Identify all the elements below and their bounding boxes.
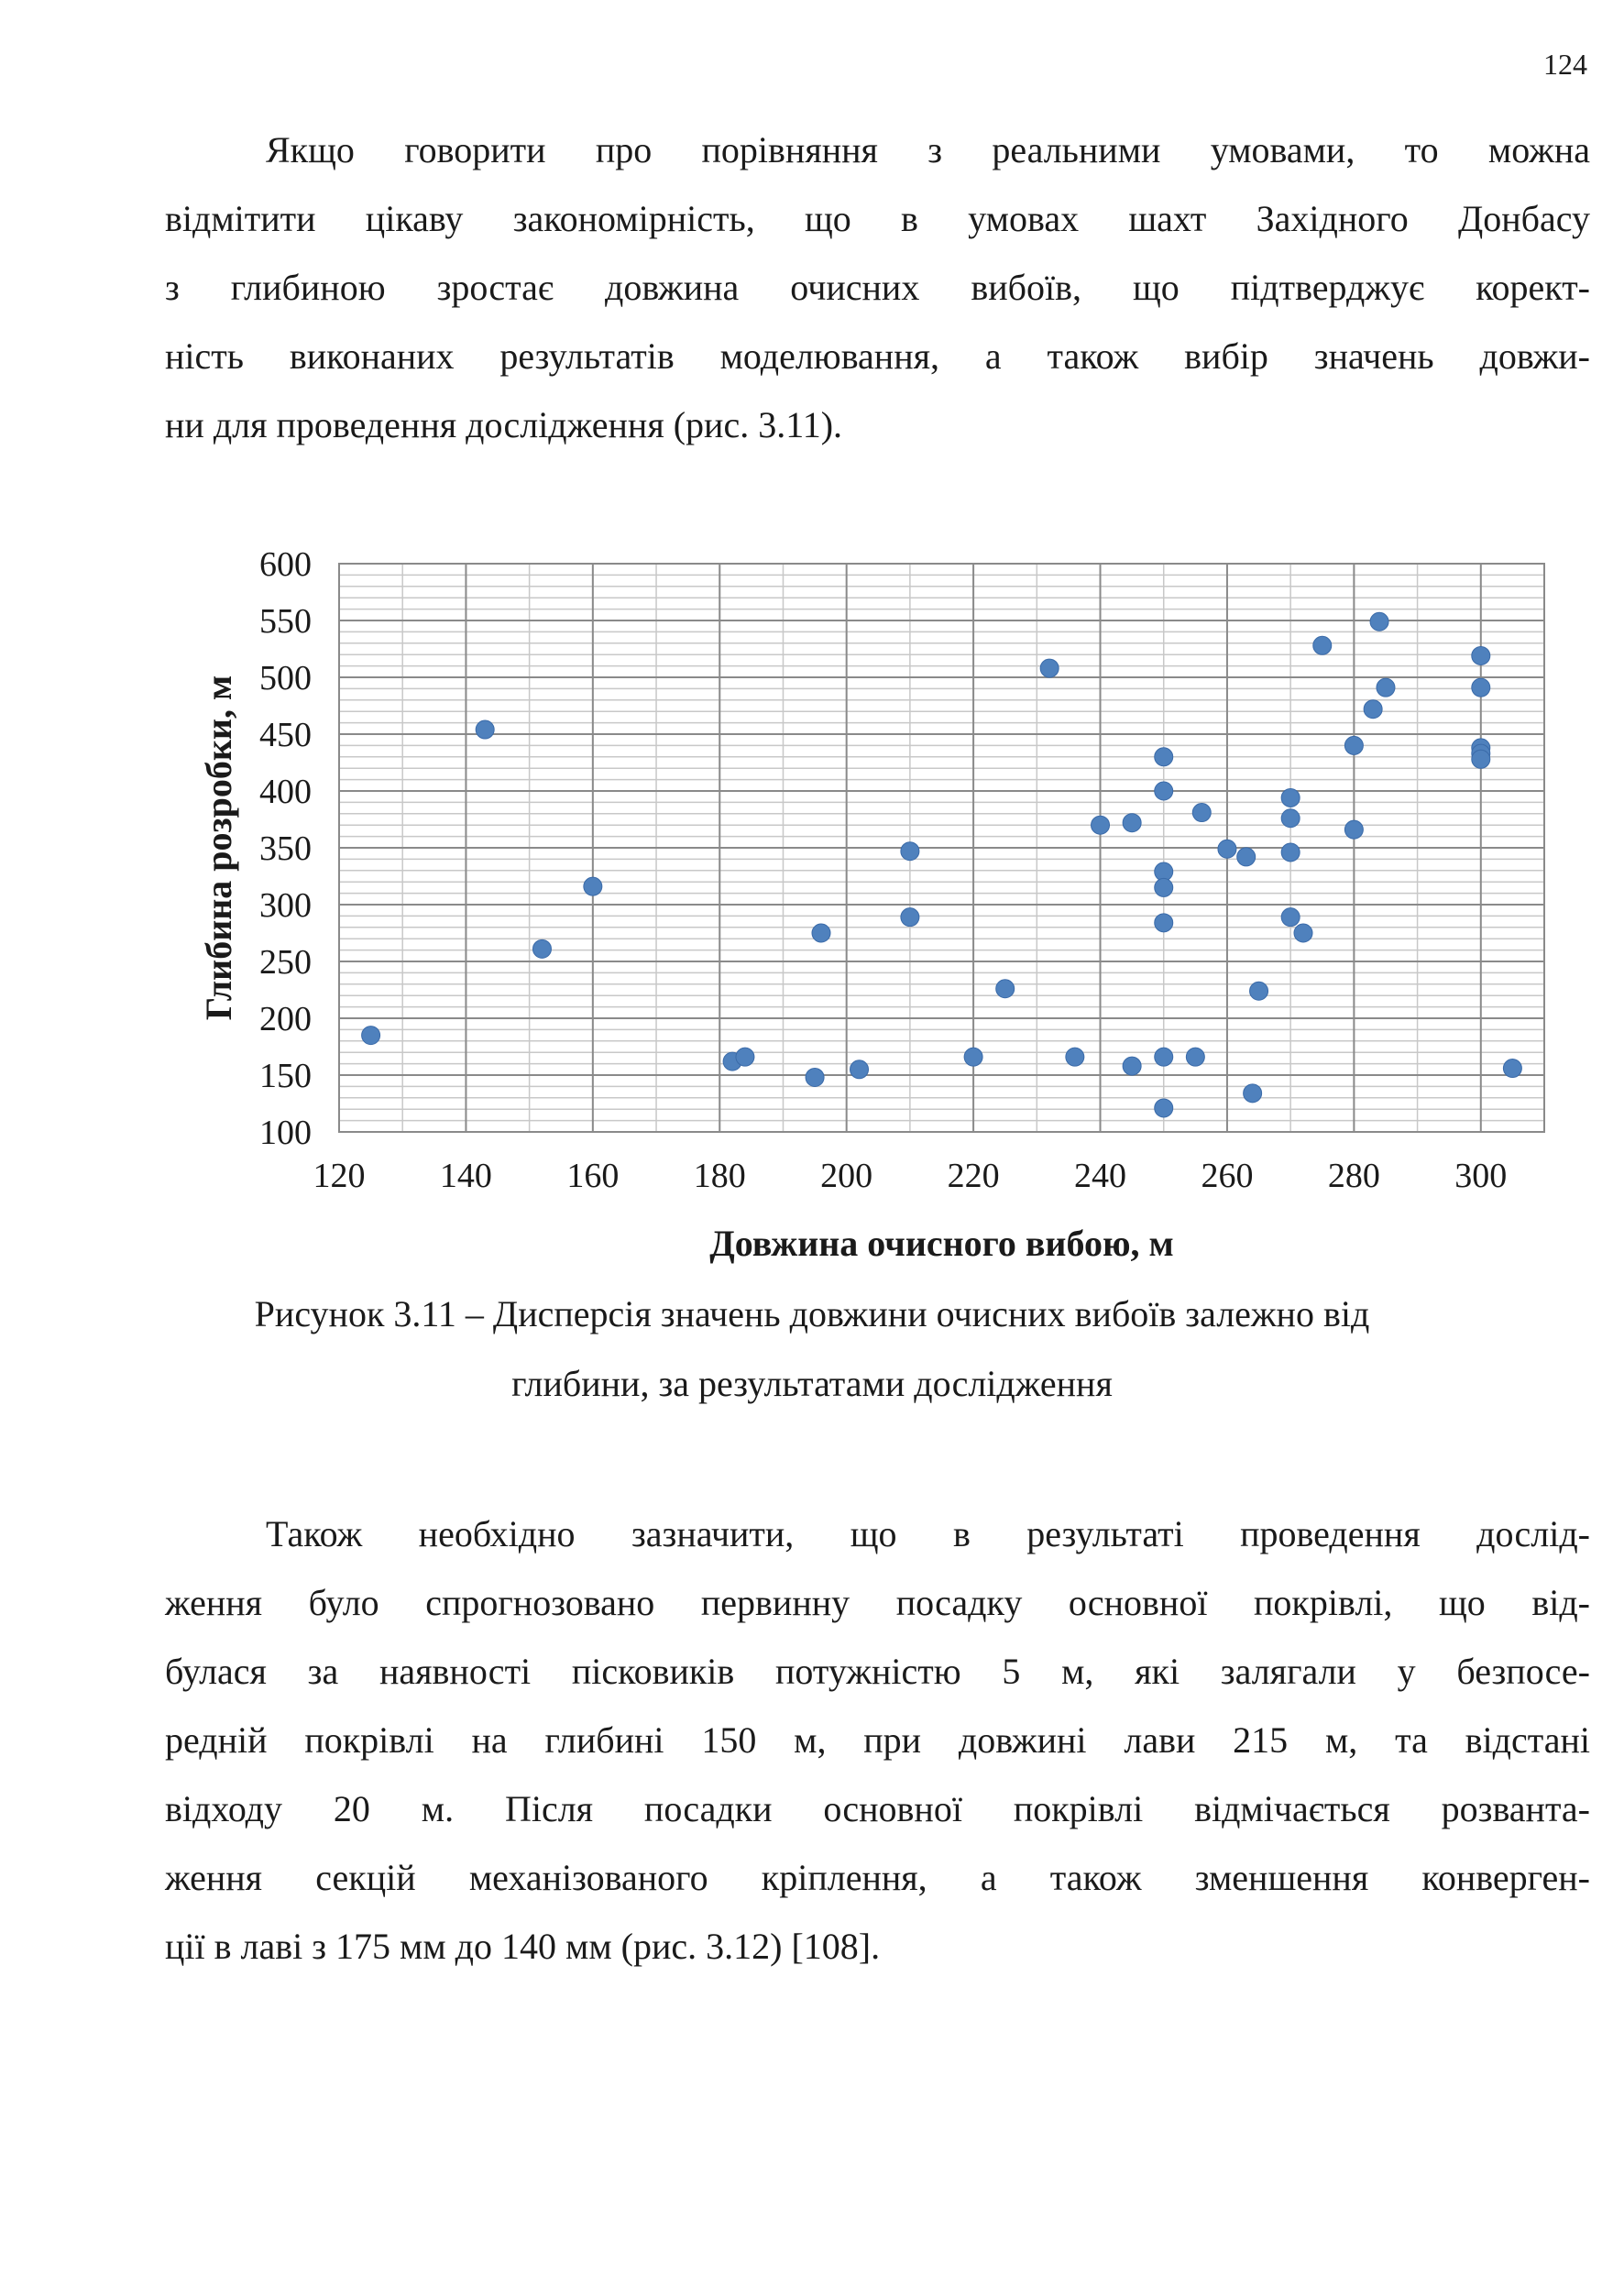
paragraph-intro bbox=[165, 115, 1590, 459]
data-point bbox=[1281, 843, 1300, 862]
x-tick-label: 280 bbox=[1327, 1157, 1380, 1195]
data-point bbox=[1040, 659, 1059, 677]
data-point bbox=[1281, 809, 1300, 828]
y-axis-label: Глибина розробки, м bbox=[198, 675, 239, 1021]
data-point bbox=[1472, 646, 1490, 664]
data-point bbox=[996, 980, 1015, 998]
paragraph-line: з глибиною зростає довжина очисних вибоїв, що підтверджує корект- bbox=[165, 267, 1590, 308]
paragraph-line: Якщо говорити про порівняння з реальними умовами, то можна bbox=[266, 129, 1590, 170]
paragraph-line: Також необхідно зазначити, що в результаті проведення дослід- bbox=[266, 1513, 1590, 1554]
data-point bbox=[1066, 1048, 1084, 1066]
data-point bbox=[1344, 820, 1363, 839]
x-tick-label: 220 bbox=[947, 1157, 1000, 1195]
data-point bbox=[964, 1048, 982, 1066]
y-tick-label: 550 bbox=[259, 602, 312, 641]
paragraph-line: ження було спрогнозовано первинну посадку основної покрівлі, що від- bbox=[165, 1582, 1590, 1623]
data-point bbox=[1281, 908, 1300, 927]
y-tick-label: 200 bbox=[259, 1000, 312, 1038]
data-point bbox=[1281, 788, 1300, 807]
y-tick-label: 300 bbox=[259, 886, 312, 925]
data-point bbox=[806, 1068, 824, 1086]
y-tick-label: 150 bbox=[259, 1057, 312, 1095]
data-point bbox=[1192, 804, 1211, 822]
data-point bbox=[901, 842, 919, 861]
y-tick-label: 350 bbox=[259, 829, 312, 868]
y-tick-label: 600 bbox=[259, 545, 312, 584]
data-point bbox=[1123, 1057, 1141, 1075]
y-tick-label: 450 bbox=[259, 716, 312, 754]
x-tick-label: 120 bbox=[313, 1157, 366, 1195]
x-axis-ticks bbox=[313, 1157, 1508, 1195]
x-axis-label: Довжина очисного вибою, м bbox=[709, 1223, 1174, 1264]
data-point bbox=[1155, 1099, 1173, 1117]
data-point bbox=[850, 1060, 869, 1079]
data-point bbox=[736, 1048, 754, 1066]
page-number: 124 bbox=[1543, 48, 1587, 81]
figure-caption-line1: Рисунок 3.11 – Дисперсія значень довжини очисних вибоїв залежно від bbox=[254, 1293, 1370, 1334]
y-tick-label: 500 bbox=[259, 659, 312, 697]
data-point bbox=[1370, 612, 1388, 631]
data-point bbox=[1472, 678, 1490, 697]
data-point bbox=[901, 908, 919, 927]
data-point bbox=[1155, 914, 1173, 932]
paragraph-line: ження секцій механізованого кріплення, а також зменшення конверген- bbox=[165, 1857, 1590, 1898]
data-point bbox=[476, 720, 494, 739]
data-point bbox=[1244, 1084, 1262, 1103]
paragraph-line: ність виконаних результатів моделювання, а також вибір значень довжи- bbox=[165, 335, 1590, 377]
data-point bbox=[1472, 750, 1490, 768]
x-tick-label: 300 bbox=[1454, 1157, 1508, 1195]
y-tick-label: 400 bbox=[259, 773, 312, 811]
x-tick-label: 140 bbox=[439, 1157, 492, 1195]
paragraph-line: ції в лаві з 175 мм до 140 мм (рис. 3.12) [108]. bbox=[165, 1926, 881, 1967]
data-point bbox=[1155, 748, 1173, 766]
scatter-chart bbox=[165, 536, 1576, 1269]
x-tick-label: 240 bbox=[1074, 1157, 1127, 1195]
paragraph-line: редній покрівлі на глибині 150 м, при довжині лави 215 м, та відстані bbox=[165, 1719, 1590, 1761]
data-point bbox=[532, 939, 551, 958]
data-point bbox=[1344, 736, 1363, 754]
figure-caption-line2: глибини, за результатами дослідження bbox=[511, 1363, 1113, 1404]
data-point bbox=[1294, 924, 1312, 942]
data-point bbox=[1155, 878, 1173, 896]
y-tick-label: 250 bbox=[259, 943, 312, 982]
paragraph-line: відходу 20 м. Після посадки основної покрівлі відмічається розванта- bbox=[165, 1788, 1590, 1829]
y-tick-label: 100 bbox=[259, 1114, 312, 1152]
paragraph-line: відмітити цікаву закономірність, що в умовах шахт Західного Донбасу bbox=[165, 198, 1590, 239]
data-point bbox=[1155, 782, 1173, 800]
x-tick-label: 260 bbox=[1201, 1157, 1254, 1195]
data-point bbox=[1123, 814, 1141, 832]
paragraph-line: ни для проведення дослідження (рис. 3.11). bbox=[165, 404, 843, 445]
data-point bbox=[1186, 1048, 1204, 1066]
data-point bbox=[1364, 700, 1382, 719]
data-point bbox=[1237, 848, 1256, 866]
data-point bbox=[812, 924, 830, 942]
x-tick-label: 160 bbox=[566, 1157, 620, 1195]
paragraph-line: булася за наявності пісковиків потужністю 5 м, які залягали у безпосе- bbox=[165, 1651, 1590, 1692]
data-point bbox=[1377, 678, 1395, 697]
data-point bbox=[584, 877, 602, 895]
x-tick-label: 180 bbox=[693, 1157, 746, 1195]
paragraph-conclusion bbox=[165, 1499, 1590, 1981]
grid-major-lines bbox=[339, 564, 1544, 1132]
data-point bbox=[1155, 1048, 1173, 1066]
y-axis-ticks bbox=[259, 545, 312, 1152]
data-point bbox=[362, 1027, 380, 1045]
data-point bbox=[1313, 636, 1332, 654]
data-point bbox=[1250, 982, 1268, 1000]
data-point bbox=[1503, 1060, 1521, 1078]
data-point bbox=[1218, 840, 1236, 858]
data-point bbox=[1092, 816, 1110, 834]
x-tick-label: 200 bbox=[820, 1157, 873, 1195]
